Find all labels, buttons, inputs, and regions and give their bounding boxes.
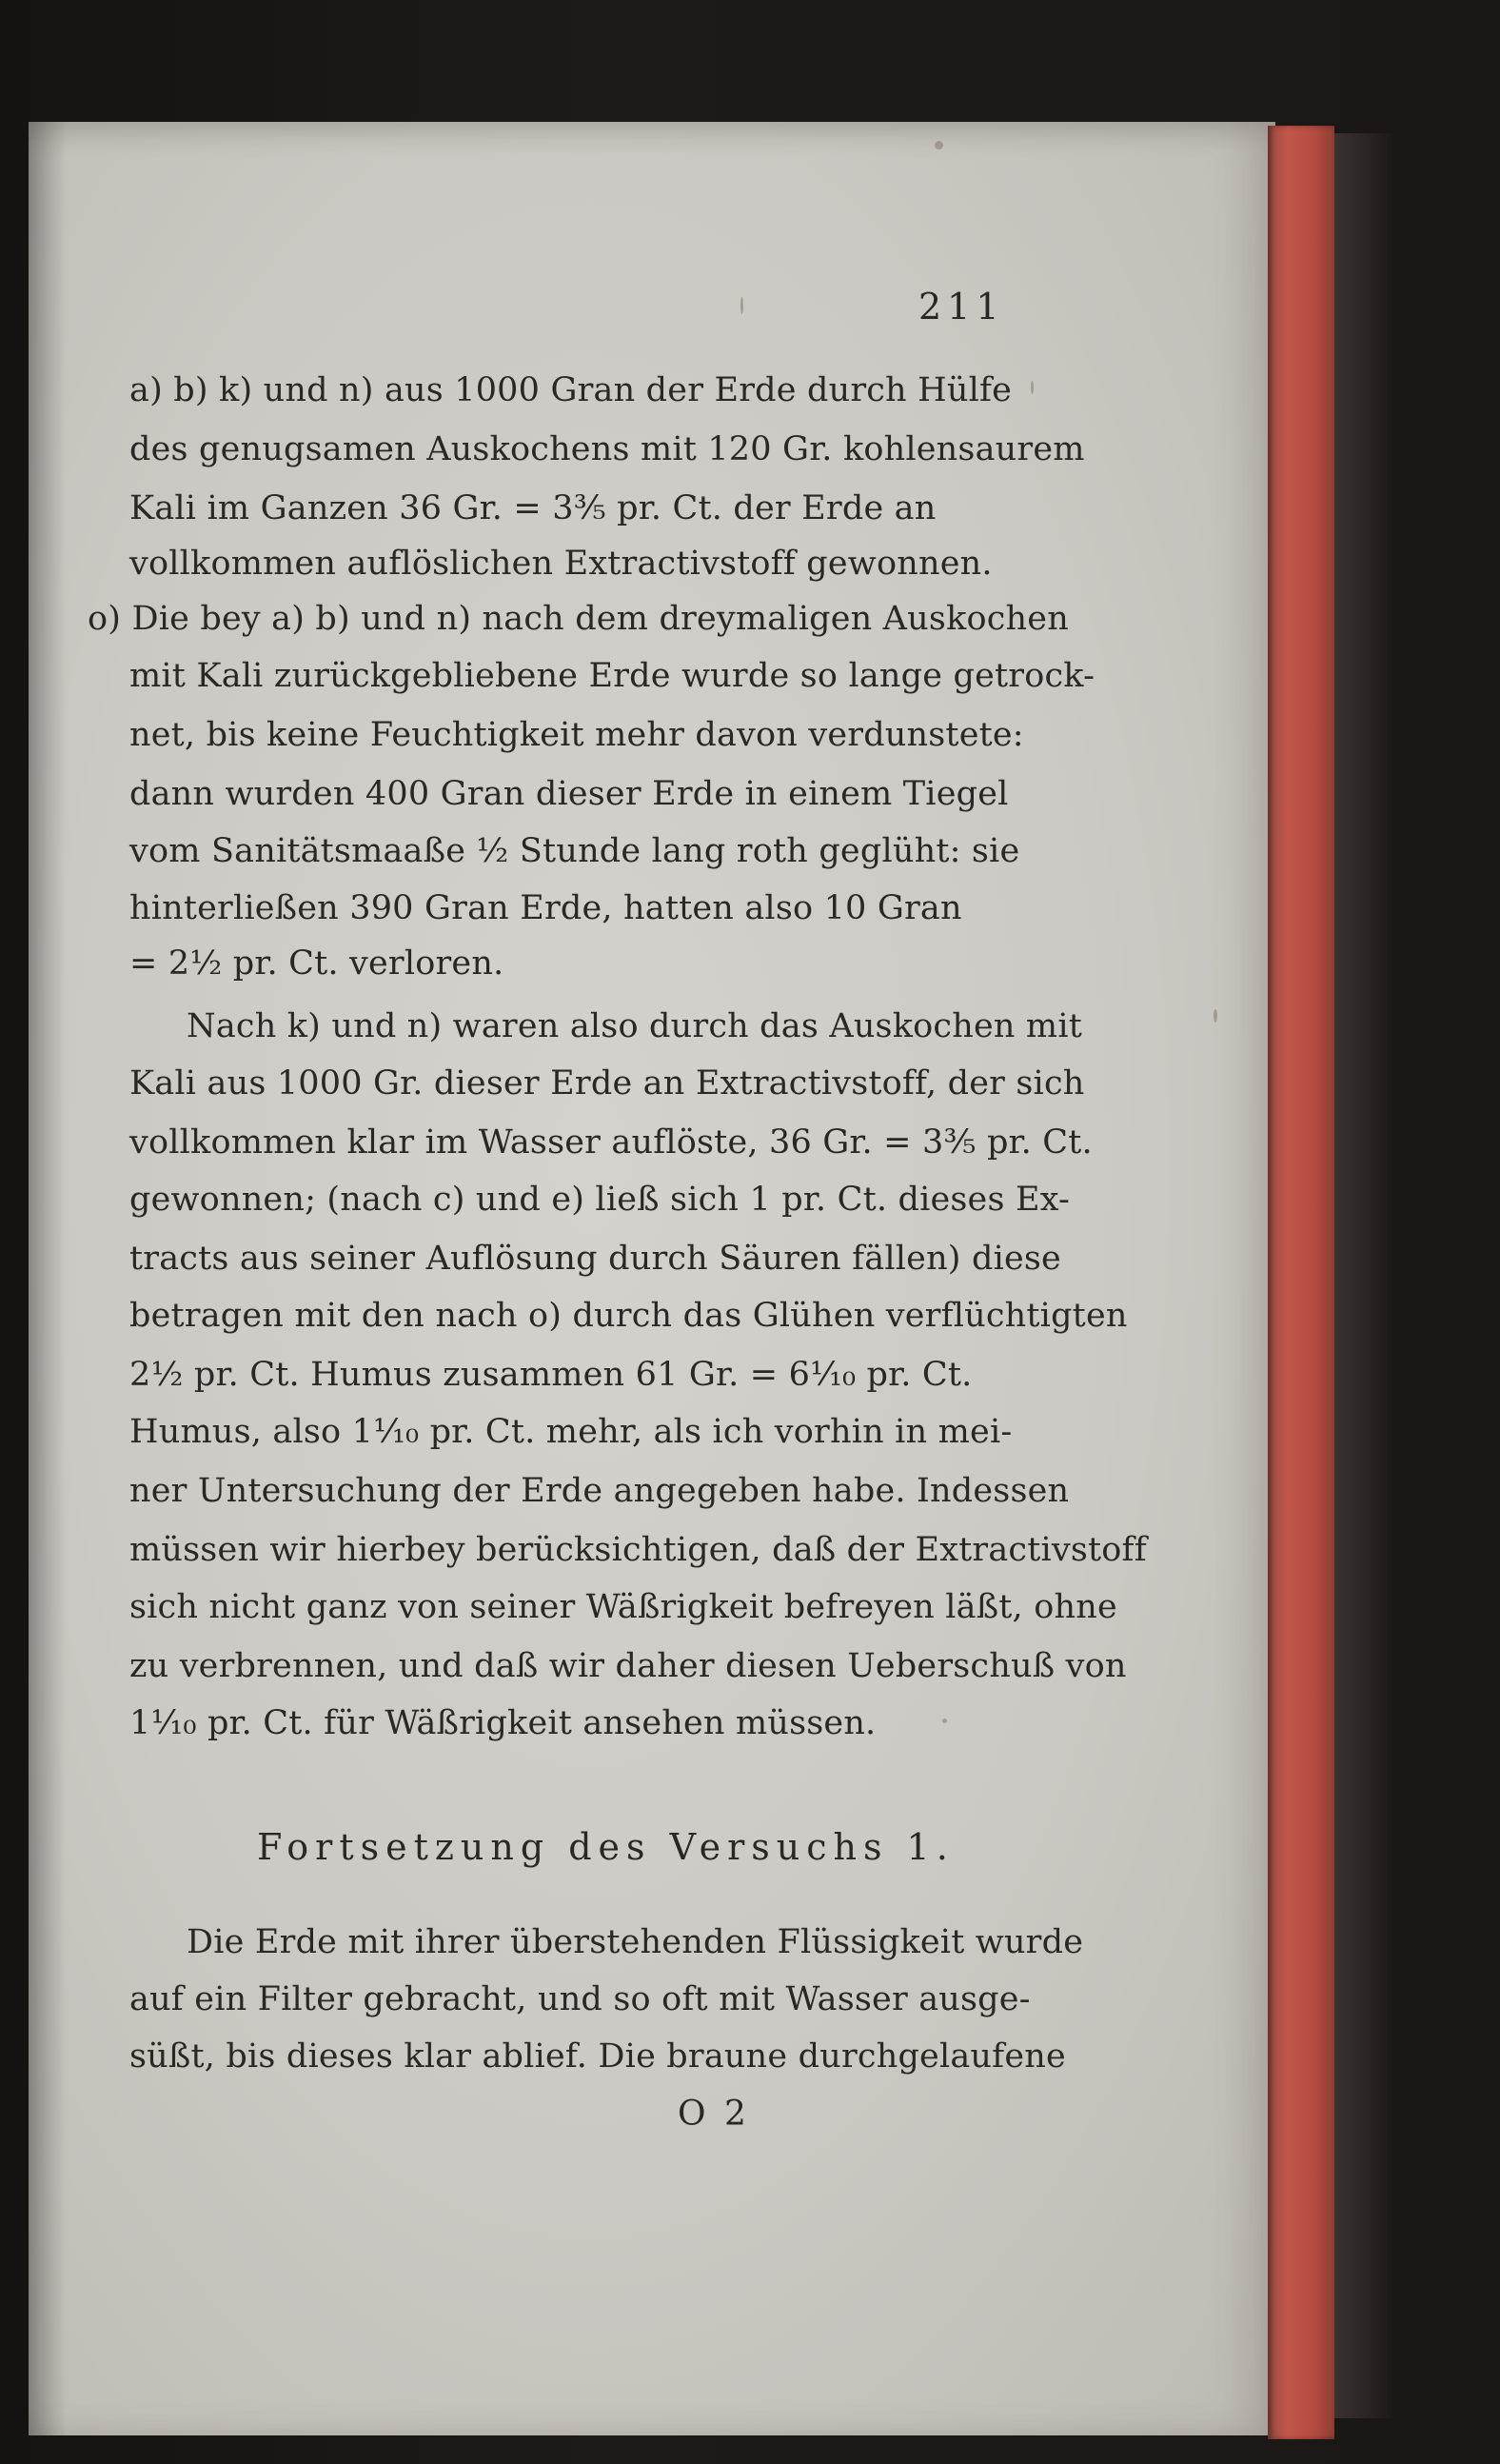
text-line: dann wurden 400 Gran dieser Erde in einem Tiegel: [129, 775, 1009, 813]
text-line: Kali im Ganzen 36 Gr. = 3⅗ pr. Ct. der Erde an: [129, 489, 937, 527]
text-line: mit Kali zurückgebliebene Erde wurde so lange getrock-: [129, 657, 1095, 695]
text-line: sich nicht ganz von seiner Wäßrigkeit befreyen läßt, ohne: [129, 1588, 1117, 1626]
text-line: Kali aus 1000 Gr. dieser Erde an Extractivstoff, der sich: [129, 1064, 1085, 1103]
text-line: vollkommen auflöslichen Extractivstoff gewonnen.: [129, 545, 993, 583]
text-line: tracts aus seiner Auflösung durch Säuren fällen) diese: [129, 1240, 1061, 1278]
book-page: [29, 122, 1275, 2435]
text-line: auf ein Filter gebracht, und so oft mit Wasser ausge-: [129, 1980, 1031, 2018]
text-line: o) Die bey a) b) und n) nach dem dreymaligen Auskochen: [88, 600, 1069, 638]
paper-speck: [935, 141, 943, 149]
text-line: vollkommen klar im Wasser auflöste, 36 Gr. = 3⅗ pr. Ct.: [129, 1123, 1093, 1162]
text-line: gewonnen; (nach c) und e) ließ sich 1 pr. Ct. dieses Ex-: [129, 1181, 1071, 1219]
text-line: = 2½ pr. Ct. verloren.: [129, 944, 504, 983]
text-line: zu verbrennen, und daß wir daher diesen Ueberschuß von: [129, 1647, 1127, 1685]
page-number: 211: [918, 286, 1005, 328]
text-line: hinterließen 390 Gran Erde, hatten also 10 Gran: [129, 889, 962, 927]
text-line: a) b) k) und n) aus 1000 Gran der Erde durch Hülfe: [129, 371, 1013, 409]
gutter-shadow: [29, 122, 67, 2435]
paper-speck: [1031, 381, 1034, 394]
text-line: süßt, bis dieses klar ablief. Die braune durchgelaufene: [129, 2037, 1066, 2076]
book-cover-edge: [1334, 133, 1391, 2418]
text-line: 1⅒ pr. Ct. für Wäßrigkeit ansehen müssen.: [129, 1704, 877, 1742]
paper-speck: [1214, 1009, 1217, 1023]
text-line: net, bis keine Feuchtigkeit mehr davon verdunstete:: [129, 716, 1024, 754]
paper-speck: [942, 1719, 947, 1723]
text-line: vom Sanitätsmaaße ½ Stunde lang roth geglüht: sie: [129, 832, 1020, 870]
text-line: Die Erde mit ihrer überstehenden Flüssigkeit wurde: [187, 1923, 1084, 1961]
text-line: Nach k) und n) waren also durch das Auskochen mit: [187, 1007, 1082, 1045]
section-heading: Fortsetzung des Versuchs 1.: [257, 1826, 955, 1868]
paper-speck: [740, 297, 743, 314]
red-page-edge: [1268, 126, 1334, 2439]
text-line: müssen wir hierbey berücksichtigen, daß der Extractivstoff: [129, 1531, 1147, 1569]
text-line: betragen mit den nach o) durch das Glühen verflüchtigten: [129, 1297, 1128, 1335]
signature-mark: O 2: [678, 2095, 750, 2134]
text-line: ner Untersuchung der Erde angegeben habe. Indessen: [129, 1472, 1070, 1510]
text-line: 2½ pr. Ct. Humus zusammen 61 Gr. = 6⅒ pr. Ct.: [129, 1356, 973, 1394]
text-line: des genugsamen Auskochens mit 120 Gr. kohlensaurem: [129, 430, 1085, 468]
text-line: Humus, also 1⅒ pr. Ct. mehr, als ich vorhin in mei-: [129, 1413, 1013, 1451]
